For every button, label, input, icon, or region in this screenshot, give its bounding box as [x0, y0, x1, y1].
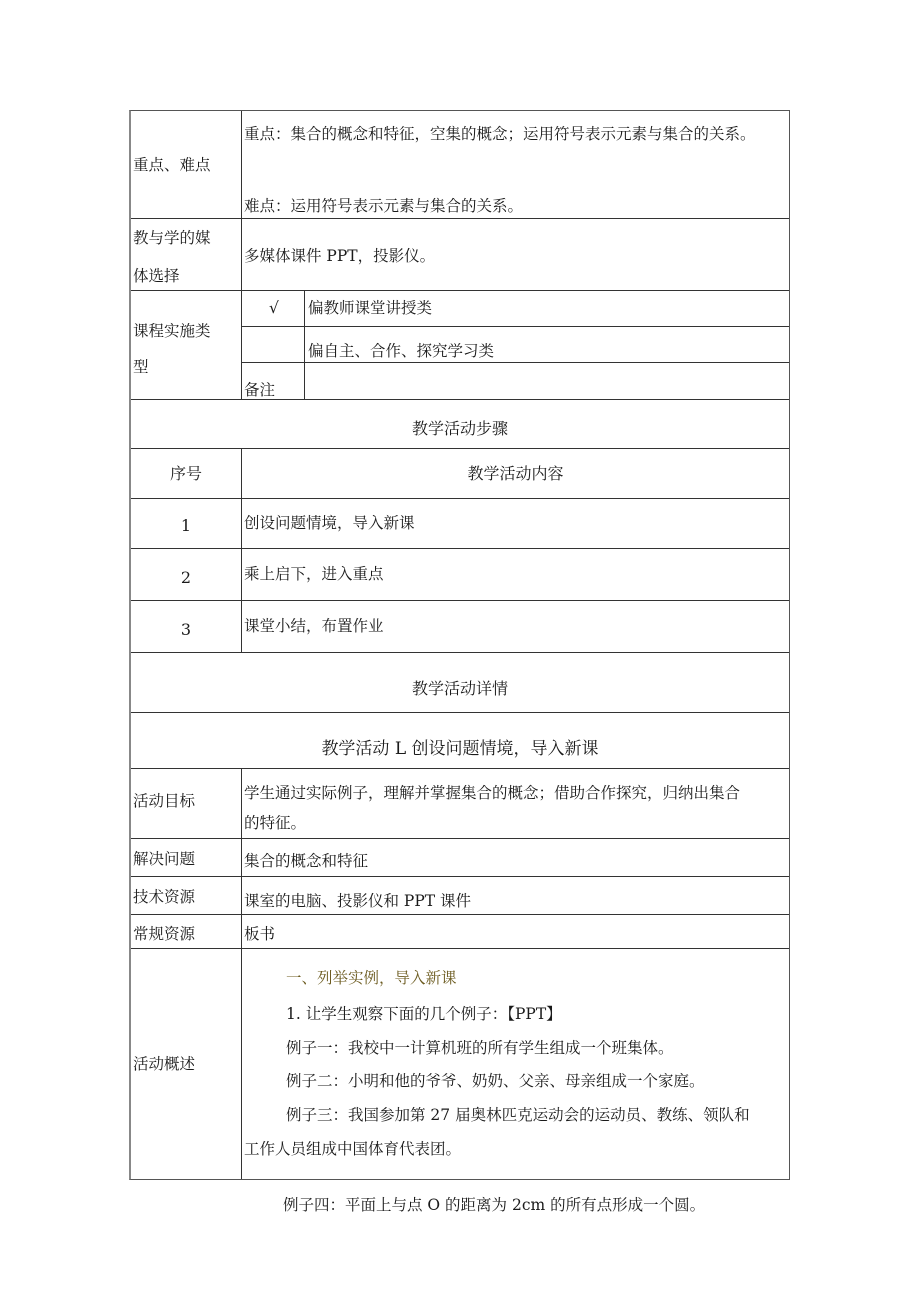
overview-example3-line1: 例子三：我国参加第 27 届奥林匹克运动会的运动员、教练、领队和: [286, 1106, 750, 1124]
step-row: [131, 601, 789, 653]
checkmark-icon: √: [269, 299, 279, 317]
header-content-cell: [242, 449, 789, 498]
media-label-line1: 教与学的媒: [133, 229, 211, 247]
problem-value: 集合的概念和特征: [244, 852, 369, 870]
course-type-label-line1: 课程实施类: [133, 322, 211, 340]
header-no: 序号: [169, 464, 202, 483]
overview-item1: 1. 让学生观察下面的几个例子：【PPT】: [286, 1005, 562, 1023]
overview-example2: 例子二：小明和他的爷爷、奶奶、父亲、母亲组成一个家庭。: [286, 1072, 705, 1090]
course-type-label-line2: 型: [133, 358, 149, 376]
step-content-cell: [242, 499, 789, 548]
content-cell: [242, 877, 789, 914]
course-type-option: [242, 327, 789, 363]
key-point-text: 重点：集合的概念和特征，空集的概念；运用符号表示元素与集合的关系。: [244, 125, 756, 143]
label-cell: [131, 769, 242, 838]
regular-label: 常规资源: [133, 925, 196, 943]
row-goal: [131, 769, 789, 839]
label-cell: [131, 949, 242, 1179]
label-cell: [131, 839, 242, 876]
step-no-cell: [131, 499, 242, 548]
step-content: 乘上启下，进入重点: [244, 565, 384, 583]
goal-line2: 的特征。: [244, 814, 307, 832]
remark-label-cell: [242, 363, 305, 400]
label-cell: [131, 291, 242, 399]
row-steps-header: [131, 449, 789, 499]
row-regular: [131, 915, 789, 949]
difficult-point-text: 难点：运用符号表示元素与集合的关系。: [244, 197, 524, 215]
check-cell[interactable]: [242, 327, 305, 362]
option-label: 偏自主、合作、探究学习类: [308, 342, 495, 360]
example4-text: 例子四：平面上与点 O 的距离为 2cm 的所有点形成一个圆。: [283, 1196, 706, 1214]
step-no-cell: [131, 549, 242, 600]
content-cell: [242, 949, 789, 1179]
overview-example1: 例子一：我校中一计算机班的所有学生组成一个班集体。: [286, 1039, 674, 1057]
regular-value: 板书: [244, 925, 276, 943]
row-steps-title: [131, 400, 789, 449]
course-type-option: [242, 291, 789, 327]
content-cell: [242, 111, 789, 218]
option-label: 偏教师课堂讲授类: [308, 299, 433, 317]
row-details-title: [131, 653, 789, 713]
key-difficult-label: 重点、难点: [133, 156, 211, 174]
steps-title: 教学活动步骤: [411, 419, 508, 438]
goal-line1: 学生通过实际例子，理解并掌握集合的概念；借助合作探究，归纳出集合: [244, 784, 741, 802]
header-content: 教学活动内容: [467, 464, 564, 483]
label-cell: [131, 915, 242, 948]
label-cell: [131, 219, 242, 290]
content-cell: [242, 291, 789, 399]
remark-row: [242, 363, 789, 400]
step-content: 创设问题情境，导入新课: [244, 514, 415, 532]
step-no: 2: [180, 568, 192, 587]
header-no-cell: [131, 449, 242, 498]
label-cell: [131, 111, 242, 218]
label-cell: [131, 877, 242, 914]
row-problem: [131, 839, 789, 877]
check-cell[interactable]: [242, 291, 305, 326]
media-value: 多媒体课件 PPT，投影仪。: [244, 247, 436, 265]
problem-label: 解决问题: [133, 850, 196, 868]
row-overview: [131, 949, 789, 1179]
row-media: [131, 219, 789, 291]
row-key-difficult: [131, 111, 789, 219]
content-cell: [242, 915, 789, 948]
activity-title: 教学活动 L 创设问题情境，导入新课: [321, 739, 599, 759]
remark-label: 备注: [244, 381, 276, 399]
step-no-cell: [131, 601, 242, 652]
step-row: [131, 499, 789, 549]
details-title: 教学活动详情: [411, 679, 508, 698]
step-row: [131, 549, 789, 601]
row-tech: [131, 877, 789, 915]
tech-value: 课室的电脑、投影仪和 PPT 课件: [244, 892, 472, 910]
tech-label: 技术资源: [133, 888, 196, 906]
content-cell: [242, 839, 789, 876]
overview-example3-line2: 工作人员组成中国体育代表团。: [244, 1140, 462, 1158]
row-course-type: [131, 291, 789, 400]
overview-heading: 一、列举实例，导入新课: [286, 969, 457, 987]
lesson-plan-table: [129, 110, 790, 1180]
goal-label: 活动目标: [133, 792, 196, 810]
step-no: 3: [180, 620, 192, 639]
overview-label: 活动概述: [133, 1055, 196, 1073]
content-cell: [242, 219, 789, 290]
step-no: 1: [180, 516, 192, 535]
step-content: 课堂小结，布置作业: [244, 617, 384, 635]
content-cell: [242, 769, 789, 838]
step-content-cell: [242, 549, 789, 600]
media-label-line2: 体选择: [133, 267, 180, 285]
step-content-cell: [242, 601, 789, 652]
row-activity-title: [131, 713, 789, 769]
